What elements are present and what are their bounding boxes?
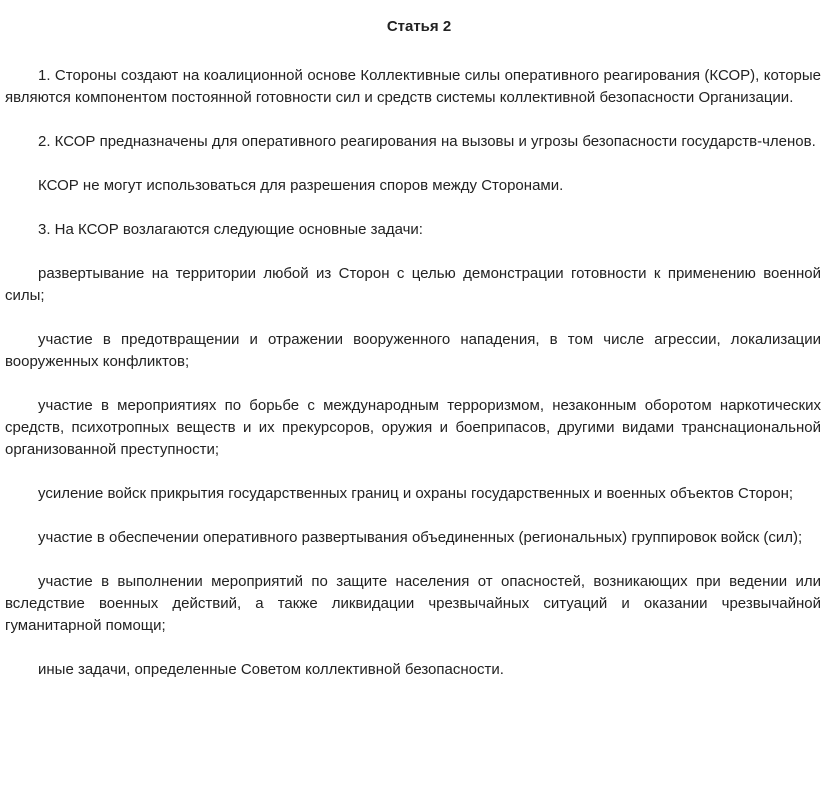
task-item-7: иные задачи, определенные Советом коллективной безопасности. xyxy=(38,661,504,678)
paragraph-3: КСОР не могут использоваться для разрешения споров между Сторонами. xyxy=(38,177,564,194)
task-item-6: участие в выполнении мероприятий по защите населения от опасностей, возникающих при ведении или вследствие военных действий, а также ликвидации чрезвычайных ситуаций и оказании чрезвычайной гуманитарной помощи; xyxy=(5,573,821,634)
paragraph-2: 2. КСОР предназначены для оперативного реагирования на вызовы и угрозы безопасности государств-членов. xyxy=(38,133,816,150)
task-item-2: участие в предотвращении и отражении вооруженного нападения, в том числе агрессии, локализации вооруженных конфликтов; xyxy=(5,331,821,370)
article-title: Статья 2 xyxy=(386,18,452,35)
task-item-3: участие в мероприятиях по борьбе с международным терроризмом, незаконным оборотом наркотических средств, психотропных веществ и их прекурсоров, оружия и боеприпасов, другими видами транснациональной организованной преступности; xyxy=(5,397,821,458)
task-item-1: развертывание на территории любой из Сторон с целью демонстрации готовности к применению военной силы; xyxy=(5,265,821,304)
task-item-4: усиление войск прикрытия государственных границ и охраны государственных и военных объектов Сторон; xyxy=(38,485,794,502)
paragraph-1: 1. Стороны создают на коалиционной основе Коллективные силы оперативного реагирования (КСОР), которые являются компонентом постоянной готовности сил и средств системы коллективной безопасности Организации. xyxy=(5,67,821,106)
task-item-5: участие в обеспечении оперативного развертывания объединенных (региональных) группировок войск (сил); xyxy=(38,529,803,546)
paragraph-4: 3. На КСОР возлагаются следующие основные задачи: xyxy=(38,221,423,238)
document-page xyxy=(0,16,838,789)
